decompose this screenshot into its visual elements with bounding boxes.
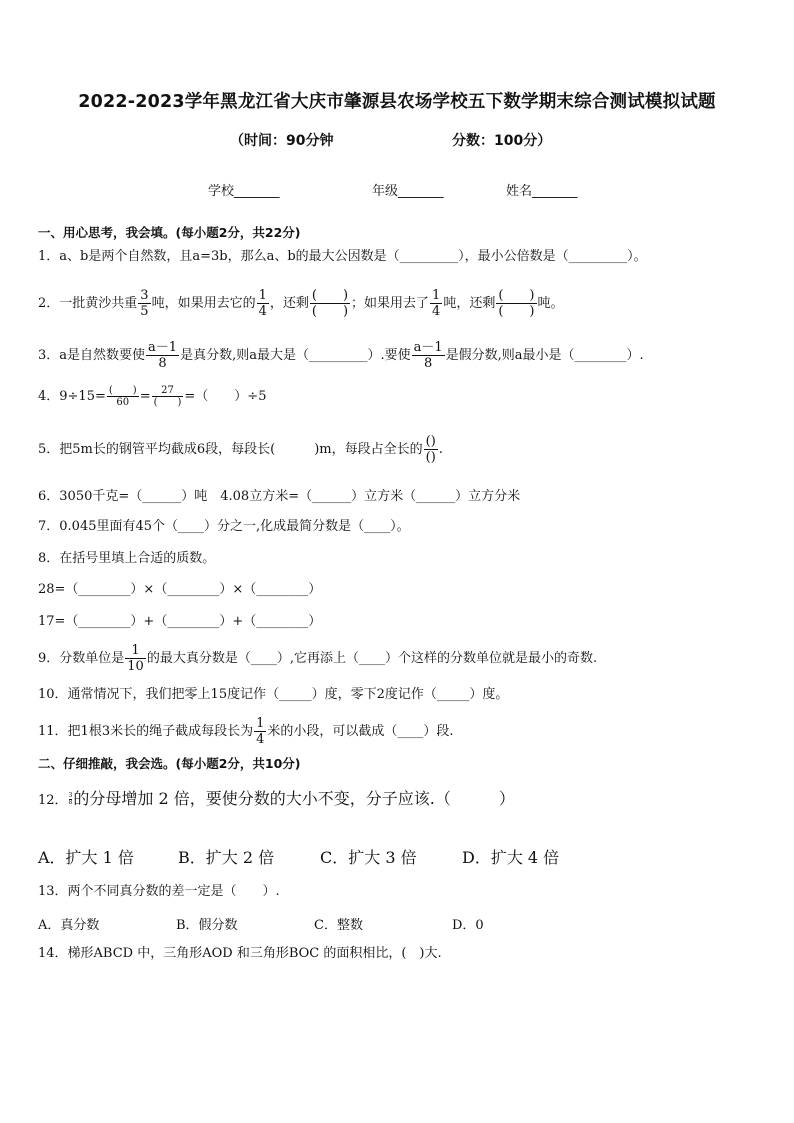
q12-option-c[interactable]: C．扩大 3 倍 — [320, 848, 417, 867]
fraction: $\frac{3}{8}$ — [68, 792, 73, 806]
fraction: $\frac{a-1}{8}$ — [413, 340, 443, 371]
question-5: 5．把5m长的钢管平均截成6段，每段长( )m，每段占全长的 $\frac{()}{()}$ . — [38, 434, 443, 465]
question-1: 1．a、b是两个自然数，且a=3b，那么a、b的最大公因数是（_________），最小公倍数是（_________）。 — [38, 249, 647, 264]
q13-option-c[interactable]: C．整数 — [314, 918, 363, 933]
fraction: $\frac{1}{4}$ — [258, 288, 267, 319]
fraction-blank: $\frac{( )}{( )}$ — [311, 288, 349, 319]
question-3: 3．a是自然数要使 $\frac{a-1}{8}$ 是真分数,则a最大是（_________）.要使 $\frac{a-1}{8}$ 是假分数,则a最小是（________）. — [38, 340, 644, 371]
exam-title: 2022-2023学年黑龙江省大庆市肇源县农场学校五下数学期末综合测试模拟试题 — [78, 92, 716, 112]
question-8a: 28=（________）×（________）×（________） — [38, 582, 322, 597]
exam-score: 分数：100分） — [452, 133, 552, 149]
question-7: 7．0.045里面有45个（____）分之一,化成最简分数是（____）。 — [38, 519, 410, 534]
question-8b: 17=（________）+（________）+（________） — [38, 614, 322, 629]
section1-heading: 一、用心思考，我会填。(每小题2分，共22分) — [38, 225, 301, 240]
fraction-blank: $\frac{27}{( )}$ — [153, 385, 182, 408]
question-12: 12． $\frac{3}{8}$ 的分母增加 2 倍，要使分数的大小不变，分子应该.（ ） — [38, 789, 515, 808]
fraction: $\frac{1}{4}$ — [256, 716, 265, 747]
fraction: $\frac{3}{5}$ — [140, 288, 149, 319]
exam-time: （时间：90分钟 — [230, 133, 334, 149]
fraction: $\frac{1}{4}$ — [432, 288, 441, 319]
name-field: 姓名_______ — [506, 184, 578, 199]
question-4: 4．9÷15= $\frac{( )}{60}$ = $\frac{27}{( )}$ =（ ）÷5 — [38, 385, 267, 408]
question-9: 9．分数单位是 $\frac{1}{10}$ 的最大真分数是（____）,它再添上（____）个这样的分数单位就是最小的奇数. — [38, 643, 598, 674]
question-13: 13．两个不同真分数的差一定是（ ）. — [38, 884, 280, 899]
section2-heading: 二、仔细推敲，我会选。(每小题2分，共10分) — [38, 756, 301, 771]
grade-field: 年级_______ — [372, 184, 444, 199]
question-2: 2．一批黄沙共重 $\frac{3}{5}$ 吨，如果用去它的 $\frac{1}{4}$ ，还剩 $\frac{( )}{( )}$ ；如果用去了 $\frac{1}{4}$ 吨，还剩 $\frac{( )}{( )}$ 吨。 — [38, 288, 564, 319]
question-8: 8．在括号里填上合适的质数。 — [38, 551, 216, 566]
question-11: 11．把1根3米长的绳子截成每段长为 $\frac{1}{4}$ 米的小段，可以截成（____）段. — [38, 716, 454, 747]
q12-option-b[interactable]: B．扩大 2 倍 — [178, 848, 275, 867]
fraction: $\frac{1}{10}$ — [127, 643, 144, 674]
q12-option-d[interactable]: D．扩大 4 倍 — [462, 848, 560, 867]
q12-option-a[interactable]: A．扩大 1 倍 — [38, 848, 134, 867]
fraction-blank: $\frac{( )}{( )}$ — [498, 288, 535, 319]
q13-option-b[interactable]: B．假分数 — [176, 918, 238, 933]
fraction: $\frac{a-1}{8}$ — [148, 340, 178, 371]
fraction-blank: $\frac{( )}{60}$ — [108, 385, 137, 408]
question-6: 6．3050千克=（______）吨 4.08立方米=（______）立方米（______）立方分米 — [38, 489, 521, 504]
question-10: 10．通常情况下，我们把零上15度记作（_____）度，零下2度记作（_____）度。 — [38, 687, 509, 702]
q13-option-d[interactable]: D．0 — [452, 918, 484, 933]
fraction-blank: $\frac{()}{()}$ — [425, 434, 436, 465]
school-field: 学校_______ — [208, 184, 280, 199]
q13-option-a[interactable]: A．真分数 — [38, 918, 100, 933]
question-14: 14．梯形ABCD 中，三角形AOD 和三角形BOC 的面积相比，( )大. — [38, 946, 442, 961]
